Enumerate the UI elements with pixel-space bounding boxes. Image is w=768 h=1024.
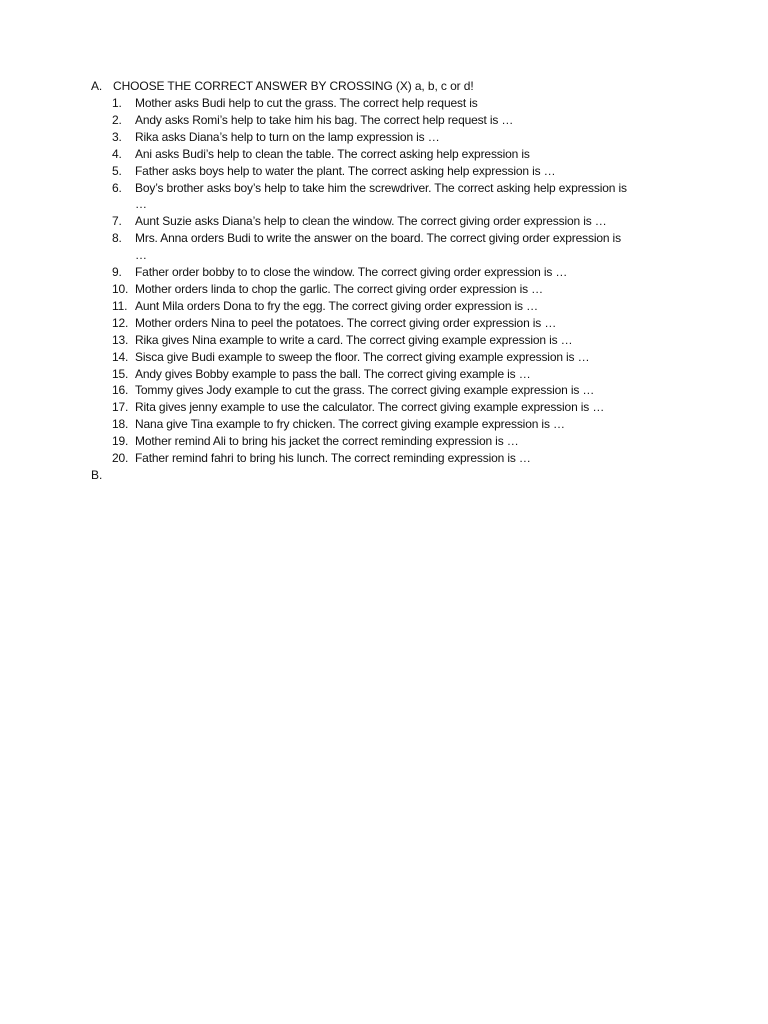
- question-text: Andy gives Bobby example to pass the ball. The correct giving example is …: [135, 366, 531, 381]
- question-text: Rita gives jenny example to use the calculator. The correct giving example expression is …: [135, 400, 605, 415]
- question-number: [91, 112, 135, 129]
- question-item: [91, 129, 681, 146]
- question-number: [91, 298, 135, 315]
- question-number-label: 4.: [112, 146, 122, 161]
- question-text: Boy’s brother asks boy’s help to take him the screwdriver. The correct asking help expression is …: [135, 180, 627, 212]
- question-item: [91, 315, 681, 332]
- question-text: Rika gives Nina example to write a card. The correct giving example expression is …: [135, 332, 573, 347]
- question-item: [91, 366, 681, 383]
- question-text: Mrs. Anna orders Budi to write the answer on the board. The correct giving order expression is …: [135, 231, 621, 263]
- question-number-label: 1.: [112, 96, 122, 110]
- question-item: [91, 433, 681, 450]
- question-number: [91, 366, 135, 383]
- question-number: [91, 450, 135, 467]
- question-number-label: 10.: [112, 281, 129, 296]
- question-item: [91, 298, 681, 315]
- question-item: [91, 399, 681, 416]
- question-number-label: 6.: [112, 180, 122, 195]
- section-a-title: CHOOSE THE CORRECT ANSWER BY CROSSING (X) a, b, c or d!: [113, 79, 474, 93]
- question-text: Rika asks Diana’s help to turn on the lamp expression is …: [135, 129, 440, 144]
- question-number-label: 11.: [112, 298, 128, 313]
- section-b-letter: B.: [91, 468, 103, 482]
- section-b-heading: [91, 467, 102, 483]
- question-item: [91, 180, 681, 214]
- question-number: [91, 180, 135, 214]
- question-number-label: 18.: [112, 417, 129, 432]
- question-number: [91, 315, 135, 332]
- question-number-label: 14.: [112, 349, 129, 364]
- section-a-letter: A.: [91, 79, 103, 93]
- question-number-label: 9.: [112, 265, 122, 280]
- question-text: Aunt Mila orders Dona to fry the egg. The correct giving order expression is …: [135, 298, 538, 313]
- question-number: [91, 230, 135, 264]
- question-item: [91, 163, 681, 180]
- question-number-label: 13.: [112, 332, 129, 347]
- question-number: [91, 349, 135, 366]
- question-item: [91, 264, 681, 281]
- question-item: [91, 281, 681, 298]
- question-text: Mother orders Nina to peel the potatoes. The correct giving order expression is …: [135, 315, 557, 330]
- question-number-label: 17.: [112, 400, 129, 415]
- question-item: [91, 349, 681, 366]
- question-item: [91, 95, 681, 112]
- question-text: Mother orders linda to chop the garlic. The correct giving order expression is …: [135, 281, 543, 296]
- question-item: [91, 112, 681, 129]
- question-item: [91, 450, 681, 467]
- question-number: [91, 382, 135, 399]
- question-item: [91, 213, 681, 230]
- question-number-label: 16.: [112, 383, 129, 398]
- question-text: Nana give Tina example to fry chicken. The correct giving example expression is …: [135, 417, 565, 432]
- question-number: [91, 213, 135, 230]
- question-text: Sisca give Budi example to sweep the floor. The correct giving example expression is …: [135, 349, 590, 364]
- question-number-label: 19.: [112, 434, 129, 449]
- question-number: [91, 332, 135, 349]
- question-number: [91, 264, 135, 281]
- question-text: Mother asks Budi help to cut the grass. The correct help request is: [135, 96, 478, 110]
- question-item: [91, 230, 681, 264]
- question-text: Father order bobby to to close the window. The correct giving order expression is …: [135, 265, 568, 280]
- question-number-label: 3.: [112, 129, 122, 144]
- question-number-label: 20.: [112, 451, 129, 466]
- section-a-heading: [91, 78, 681, 95]
- question-item: [91, 416, 681, 433]
- section-a: [91, 78, 681, 467]
- question-number-label: 15.: [112, 366, 129, 381]
- question-number: [91, 433, 135, 450]
- question-text: Father remind fahri to bring his lunch. The correct reminding expression is …: [135, 451, 531, 466]
- question-text: Tommy gives Jody example to cut the grass. The correct giving example expression is …: [135, 383, 595, 398]
- question-number-label: 2.: [112, 112, 122, 127]
- question-number: [91, 399, 135, 416]
- question-text: Aunt Suzie asks Diana’s help to clean the window. The correct giving order expression is …: [135, 214, 607, 229]
- question-number: [91, 163, 135, 180]
- question-number: [91, 281, 135, 298]
- question-text: Andy asks Romi’s help to take him his bag. The correct help request is …: [135, 112, 514, 127]
- question-number-label: 8.: [112, 231, 122, 246]
- question-text: Mother remind Ali to bring his jacket the correct reminding expression is …: [135, 434, 519, 449]
- question-number-label: 5.: [112, 163, 122, 178]
- question-number-label: 7.: [112, 214, 122, 229]
- question-number: [91, 95, 135, 112]
- question-number: [91, 416, 135, 433]
- question-number: [91, 146, 135, 163]
- question-number: [91, 129, 135, 146]
- question-item: [91, 332, 681, 349]
- question-list: [91, 95, 681, 467]
- question-item: [91, 382, 681, 399]
- question-item: [91, 146, 681, 163]
- question-number-label: 12.: [112, 315, 129, 330]
- question-text: Ani asks Budi’s help to clean the table. The correct asking help expression is: [135, 146, 530, 161]
- question-text: Father asks boys help to water the plant. The correct asking help expression is …: [135, 163, 556, 178]
